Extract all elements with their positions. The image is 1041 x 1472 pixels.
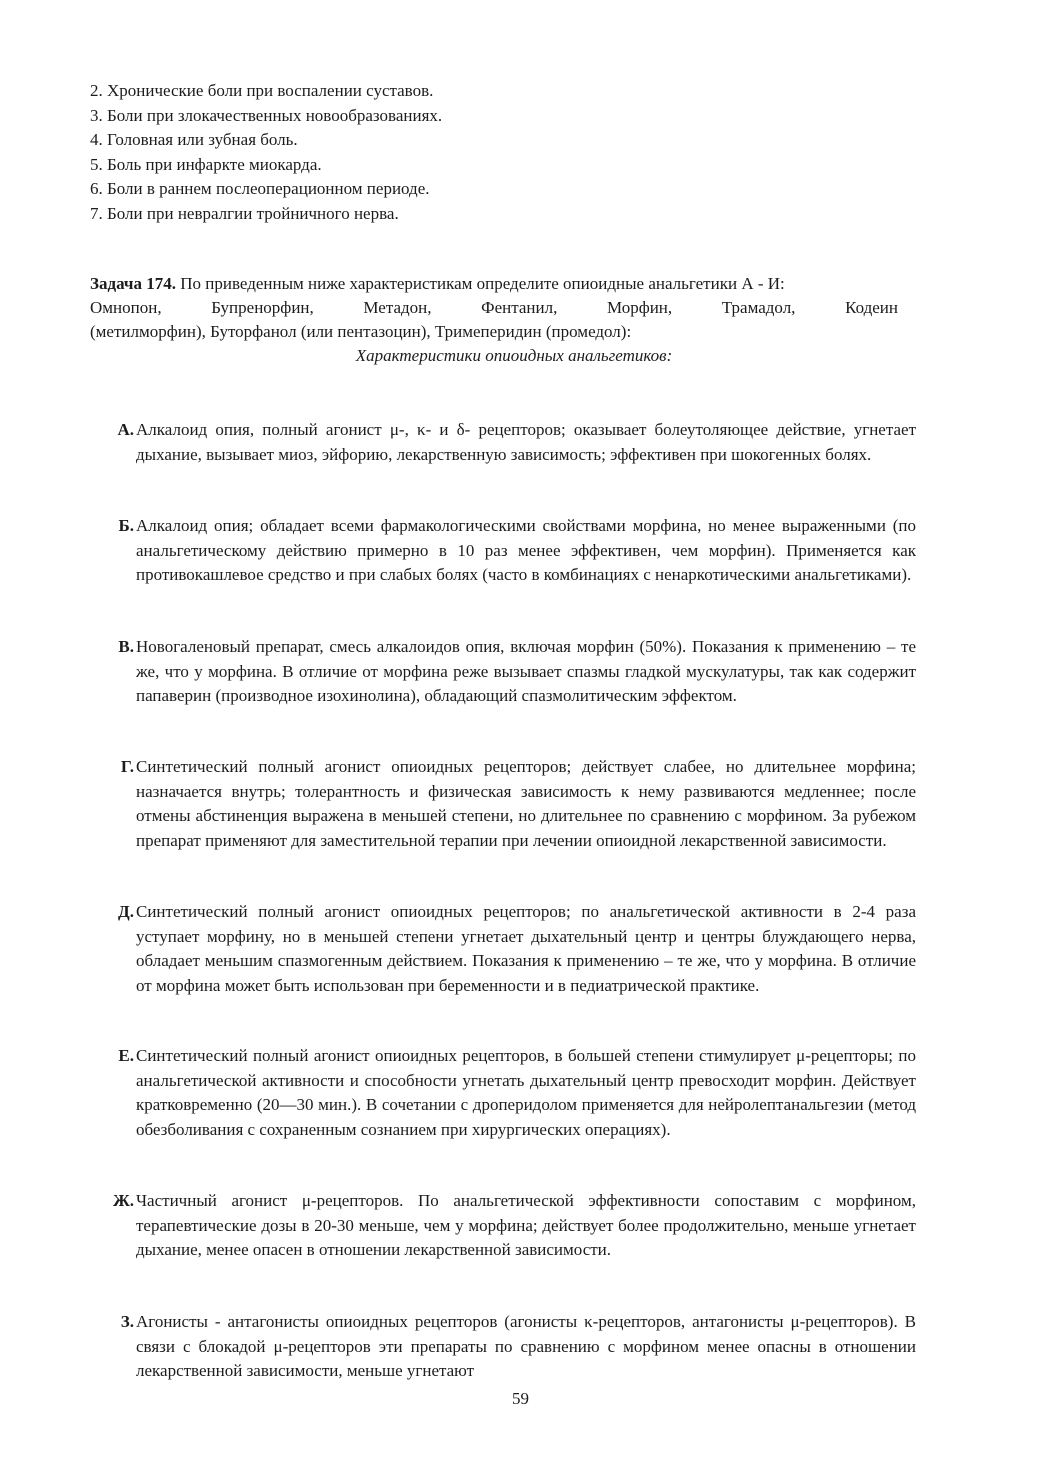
page-number: 59 [512,1389,529,1408]
numbered-list [90,79,910,226]
drug-list-line [90,296,898,320]
task-intro-text: По приведенным ниже характеристикам определите опиоидные анальгетики А - И: [180,274,785,293]
drug-name: Фентанил, [481,298,558,317]
item-letter: З. [120,1312,134,1331]
drug-name: Бупренорфин, [211,298,314,317]
list-item: 5. Боль при инфаркте миокарда. [90,154,322,174]
task-intro [90,272,898,296]
drug-name: Кодеин [845,298,898,317]
list-item: 7. Боли при невралгии тройничного нерва. [90,203,399,223]
item-text: Синтетический полный агонист опиоидных рецепторов, в большей степени стимулирует μ-рецепторы; по анальгетической активности и способности угнетать дыхательный центр превосходит морфин. Действует кратковременно (20—30 мин.). В сочетании с дроперидолом применяется для нейролептанальгезии (метод обезболивания с сохраненным сознанием при хирургических операциях). [136,1046,916,1139]
item-text: Синтетический полный агонист опиоидных рецепторов; по анальгетической активности в 2-4 раза уступает морфину, но в меньшей степени угнетает дыхательный центр и центры блуждающего нерва, обладает меньшим спазмогенным действием. Показания к применению – те же, что у морфина. В отличие от морфина может быть использован при беременности и в педиатрической практике. [136,902,916,995]
list-item: 3. Боли при злокачественных новообразованиях. [90,105,443,125]
drug-list-continued: (метилморфин), Буторфанол (или пентазоцин), Тримеперидин (промедол): [90,322,632,341]
item-letter: Ж. [112,1191,134,1210]
item-letter: Г. [120,757,134,776]
drug-name: Морфин, [607,298,673,317]
item-letter: А. [117,420,134,439]
characteristic-item [90,1044,916,1142]
list-item: 6. Боли в раннем послеоперационном периоде. [90,179,430,198]
item-letter: В. [118,637,134,656]
characteristic-item [90,1310,916,1384]
item-letter: Е. [118,1046,134,1065]
item-text: Алкалоид опия; обладает всеми фармакологическими свойствами морфина, но менее выраженными (по анальгетическому действию примерно в 10 раз менее эффективен, чем морфин). Применяется как противокашлевое средство и при слабых болях (часто в комбинациях с ненаркотическими анальгетиками). [136,516,916,584]
item-letter: Д. [118,902,134,921]
item-text: Новогаленовый препарат, смесь алкалоидов опия, включая морфин (50%). Показания к применению – те же, что у морфина. В отличие от морфина реже вызывает спазмы гладкой мускулатуры, так как содержит папаверин (производное изохинолина), обладающий спазмолитическим эффектом. [136,637,916,705]
characteristic-item [90,514,916,588]
list-item: 2. Хронические боли при воспалении суставов. [90,81,434,100]
task-block [90,272,898,368]
item-text: Частичный агонист μ-рецепторов. По анальгетической эффективности сопоставим с морфином, терапевтические дозы в 20-30 меньше, чем у морфина; действует более продолжительно, меньше угнетает дыхание, менее опасен в отношении лекарственной зависимости. [136,1191,916,1259]
drug-name: Омнопон, [90,298,162,317]
section-subtitle: Характеристики опиоидных анальгетиков: [355,346,673,365]
list-item: 4. Головная или зубная боль. [90,130,298,149]
item-text: Синтетический полный агонист опиоидных рецепторов; действует слабее, но длительнее морфина; назначается внутрь; толерантность и физическая зависимость к нему развиваются медленнее; после отмены абстиненция выражена в меньшей степени, но длительнее по сравнению с морфином. За рубежом препарат применяют для заместительной терапии при лечении опиоидной лекарственной зависимости. [136,757,916,850]
task-title: Задача 174. [90,274,176,293]
item-text: Агонисты - антагонисты опиоидных рецепторов (агонисты κ-рецепторов, антагонисты μ-рецепторов). В связи с блокадой μ-рецепторов эти препараты по сравнению с морфином менее опасны в отношении лекарственной зависимости, меньше угнетают [136,1312,916,1380]
drug-name: Метадон, [363,298,432,317]
characteristic-item [90,418,916,467]
characteristic-item [90,755,916,853]
item-letter: Б. [118,516,134,535]
characteristic-item [90,635,916,709]
item-text: Алкалоид опия, полный агонист μ-, κ- и δ- рецепторов; оказывает болеутоляющее действие, угнетает дыхание, вызывает миоз, эйфорию, лекарственную зависимость; эффективен при шокогенных болях. [136,420,916,464]
drug-name: Трамадол, [721,298,796,317]
characteristic-item [90,900,916,998]
characteristic-item [90,1189,916,1263]
